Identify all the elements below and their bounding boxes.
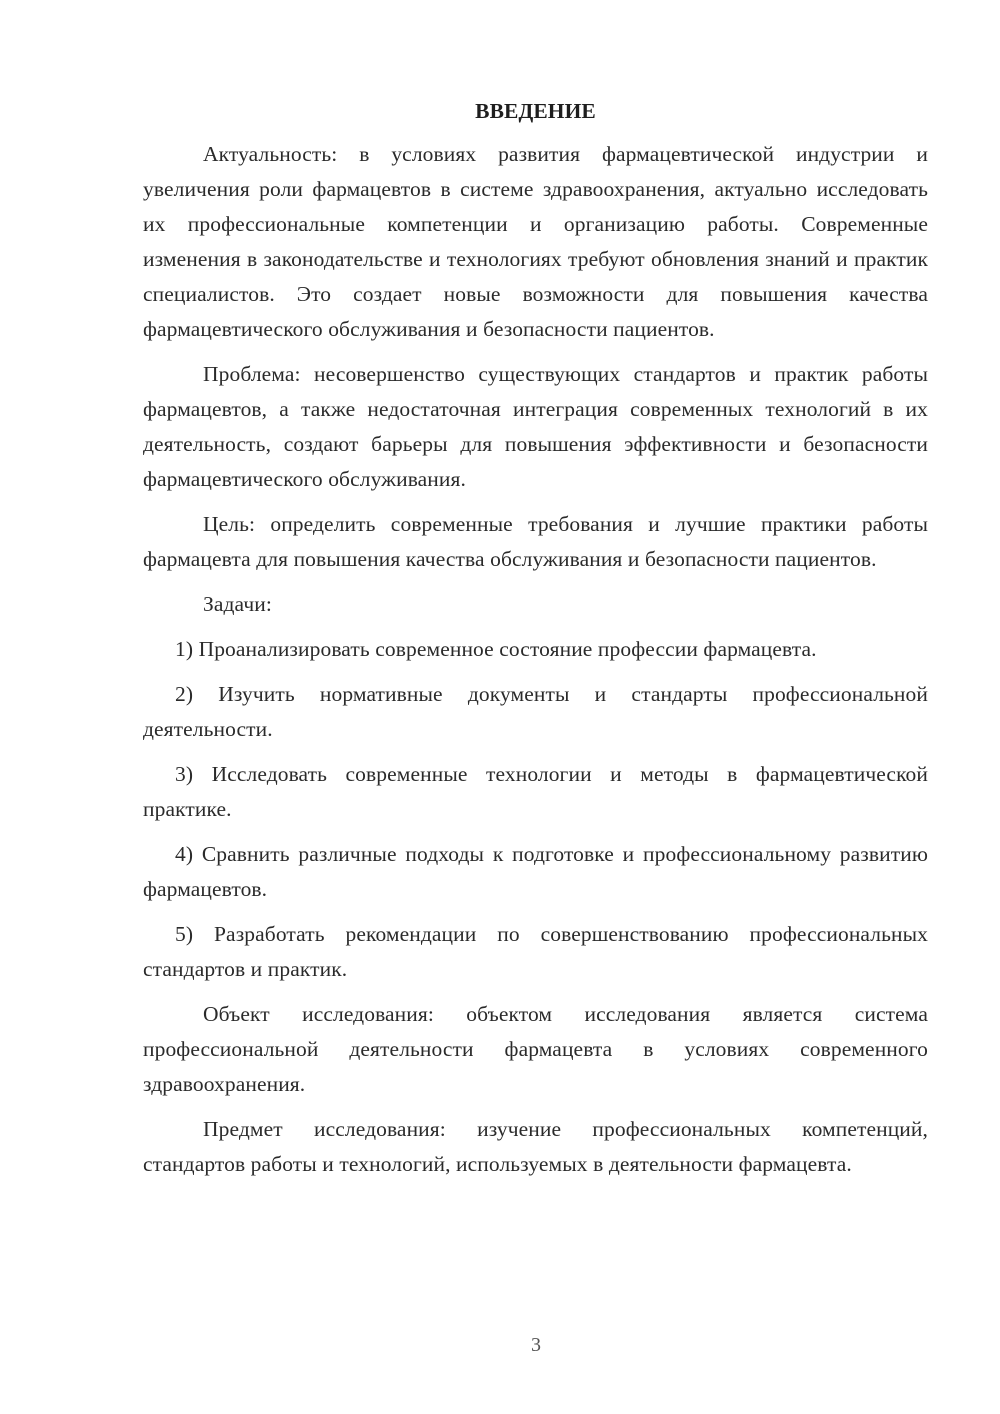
page-number: 3 (531, 1334, 541, 1356)
paragraph-subject: Предмет исследования: изучение профессиональных компетенций, стандартов работы и технологий, используемых в деятельности фармацевта. (143, 1117, 928, 1176)
paragraph-goal: Цель: определить современные требования и лучшие практики работы фармацевта для повышения качества обслуживания и безопасности пациентов. (143, 512, 928, 571)
page-content (143, 95, 928, 1192)
paragraph-problem: Проблема: несовершенство существующих стандартов и практик работы фармацевтов, а также недостаточная интеграция современных технологий в их деятельность, создают барьеры для повышения эффективности и безопасности фармацевтического обслуживания. (143, 362, 928, 491)
tasks-label: Задачи: (203, 592, 272, 616)
task-item: 2) Изучить нормативные документы и стандарты профессиональной деятельности. (143, 682, 928, 741)
task-item: 3) Исследовать современные технологии и методы в фармацевтической практике. (143, 762, 928, 821)
paragraph-relevance: Актуальность: в условиях развития фармацевтической индустрии и увеличения роли фармацевтов в системе здравоохранения, актуально исследовать их профессиональные компетенции и организацию работы. Современные изменения в законодательстве и технологиях требуют обновления знаний и практик специалистов. Это создает новые возможности для повышения качества фармацевтического обслуживания и безопасности пациентов. (143, 142, 928, 341)
task-item: 5) Разработать рекомендации по совершенствованию профессиональных стандартов и практик. (143, 922, 928, 981)
page-title: ВВЕДЕНИЕ (475, 99, 596, 123)
task-item: 1) Проанализировать современное состояние профессии фармацевта. (175, 637, 817, 661)
paragraph-object: Объект исследования: объектом исследования является система профессиональной деятельности фармацевта в условиях современного здравоохранения. (143, 1002, 928, 1096)
task-item: 4) Сравнить различные подходы к подготовке и профессиональному развитию фармацевтов. (143, 842, 928, 901)
